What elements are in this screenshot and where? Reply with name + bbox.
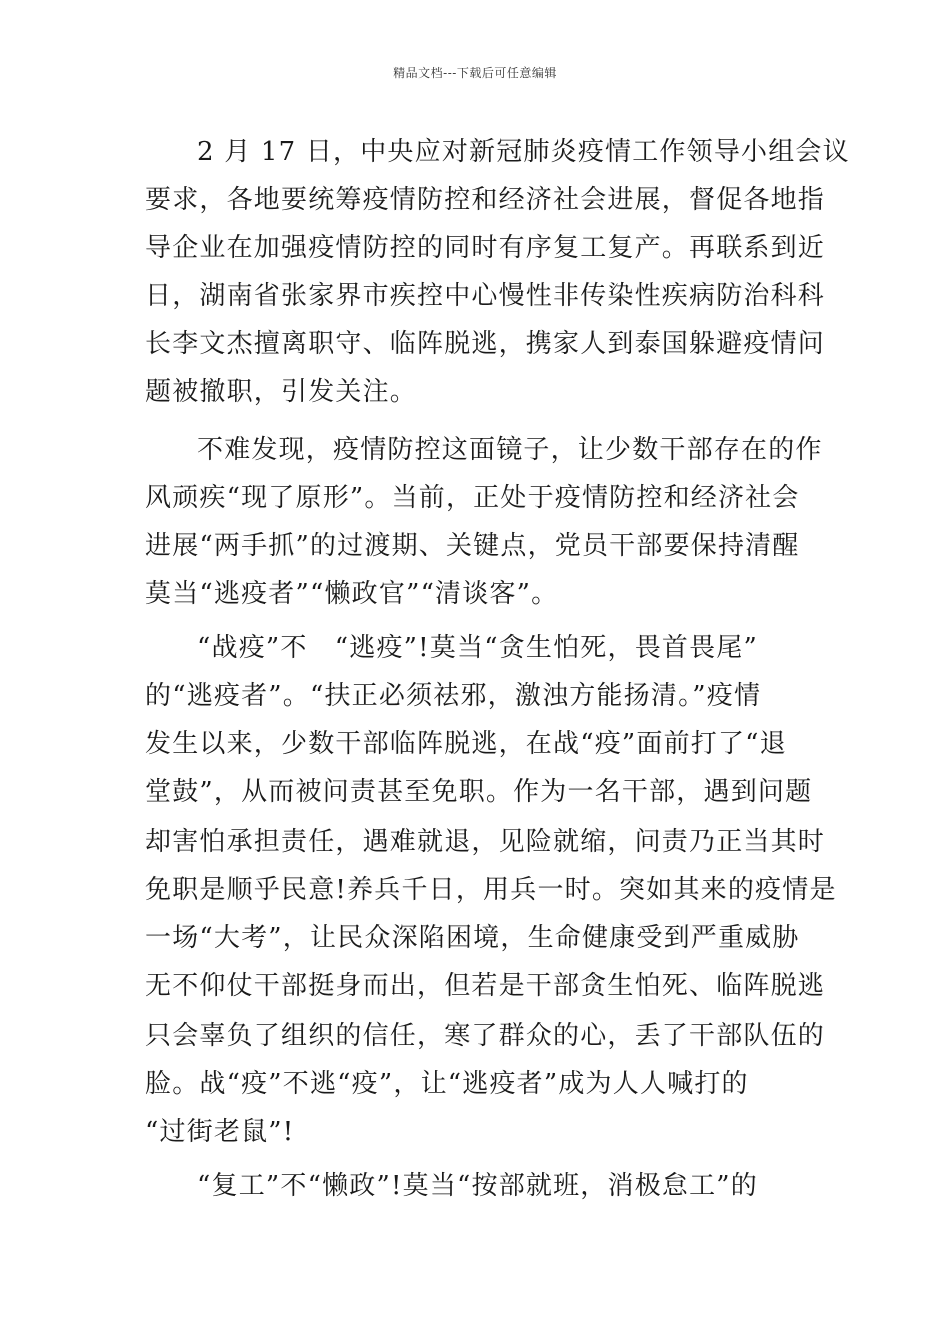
paragraph-1-line-1: 2 月 17 日，中央应对新冠肺炎疫情工作领导小组会议 — [197, 137, 850, 167]
paragraph-3-line-4: 堂鼓”，从而被问责甚至免职。作为一名干部，遇到问题 — [145, 777, 813, 807]
paragraph-3-line-2: 的“逃疫者”。“扶正必须祛邪，激浊方能扬清。”疫情 — [145, 681, 762, 711]
paragraph-2-line-3: 进展“两手抓”的过渡期、关键点，党员干部要保持清醒 — [145, 531, 800, 561]
paragraph-3-line-7: 一场“大考”，让民众深陷困境，生命健康受到严重威胁 — [145, 923, 800, 953]
paragraph-1-line-5: 长李文杰擅离职守、临阵脱逃，携家人到泰国躲避疫情问 — [145, 329, 826, 359]
paragraph-1-line-3: 导企业在加强疫情防控的同时有序复工复产。再联系到近 — [145, 233, 826, 263]
paragraph-3-line-10: 脸。战“疫”不逃“疫”，让“逃疫者”成为人人喊打的 — [145, 1069, 749, 1099]
paragraph-2-line-1: 不难发现，疫情防控这面镜子，让少数干部存在的作 — [197, 435, 823, 465]
paragraph-3-line-11: “过街老鼠”! — [145, 1117, 295, 1147]
paragraph-1-line-2: 要求，各地要统筹疫情防控和经济社会进展，督促各地指 — [145, 185, 826, 215]
paragraph-3-line-6: 免职是顺乎民意!养兵千日，用兵一时。突如其来的疫情是 — [145, 875, 837, 905]
paragraph-3-line-9: 只会辜负了组织的信任，寒了群众的心，丢了干部队伍的 — [145, 1021, 826, 1051]
paragraph-2-line-2: 风顽疾“现了原形”。当前，正处于疫情防控和经济社会 — [145, 483, 800, 513]
paragraph-3-line-8: 无不仰仗干部挺身而出，但若是干部贪生怕死、临阵脱逃 — [145, 971, 826, 1001]
paragraph-1-line-4: 日，湖南省张家界市疾控中心慢性非传染性疾病防治科科 — [145, 281, 826, 311]
paragraph-2-line-4: 莫当“逃疫者”“懒政官”“清谈客”。 — [145, 579, 559, 609]
paragraph-3-line-3: 发生以来，少数干部临阵脱逃，在战“疫”面前打了“退 — [145, 729, 787, 759]
paragraph-3-line-1: “战疫”不 “逃疫”!莫当“贪生怕死，畏首畏尾” — [197, 633, 759, 663]
paragraph-3-line-5: 却害怕承担责任，遇难就退，见险就缩，问责乃正当其时 — [145, 827, 826, 857]
page-header: 精品文档---下载后可任意编辑 — [393, 66, 557, 80]
paragraph-1-line-6: 题被撤职，引发关注。 — [145, 377, 418, 407]
paragraph-4-line-1: “复工”不“懒政”!莫当“按部就班，消极怠工”的 — [197, 1171, 759, 1201]
